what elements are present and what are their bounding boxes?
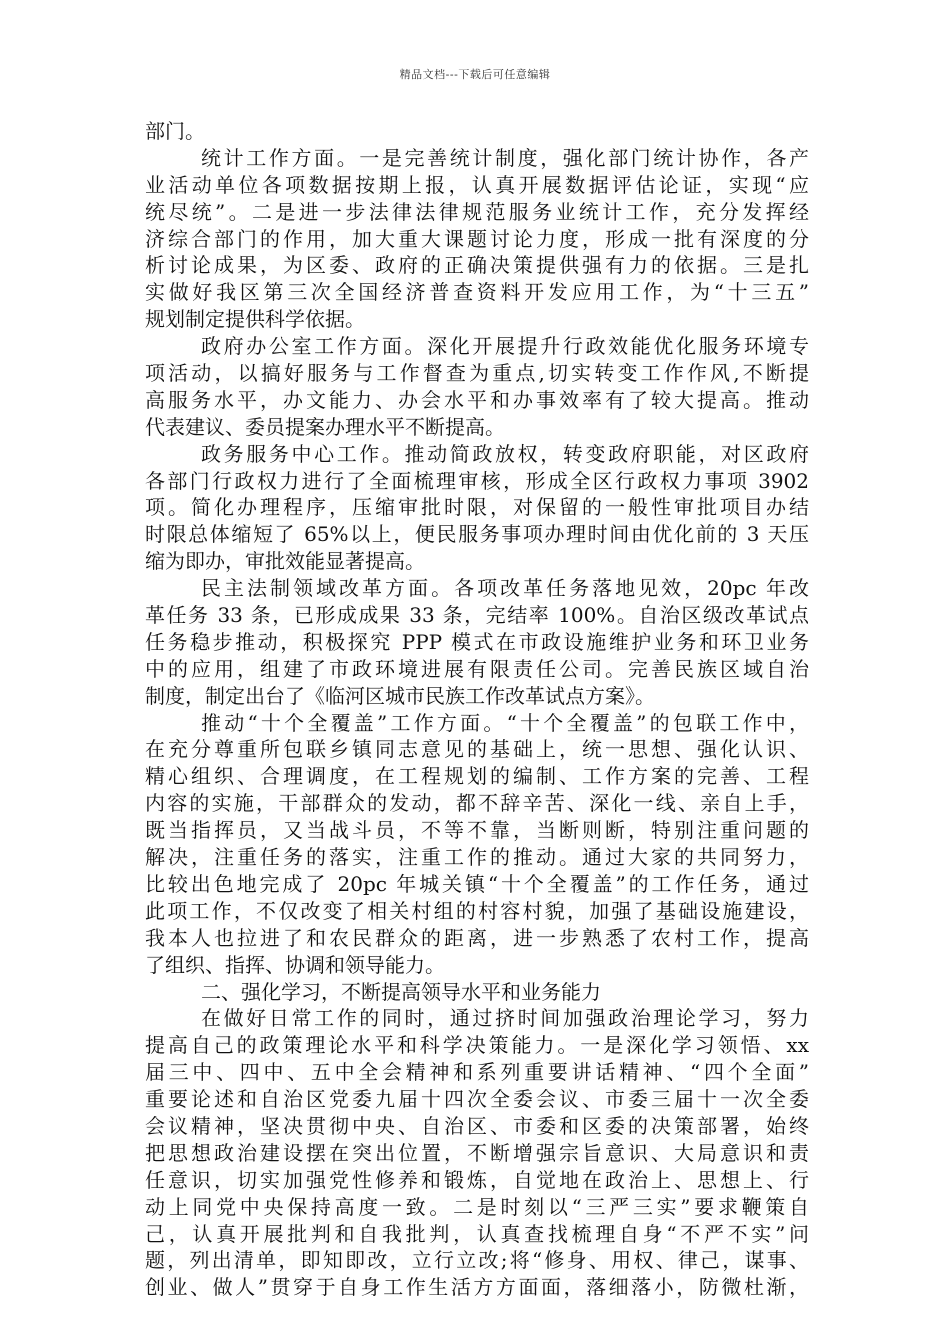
text-line: 在做好日常工作的同时，通过挤时间加强政治理论学习，努力 — [201, 1006, 809, 1031]
text-line: 推动“十个全覆盖”工作方面。“十个全覆盖”的包联工作中， — [201, 710, 809, 735]
text-line: 精心组织、合理调度，在工程规划的编制、工作方案的完善、工程 — [145, 764, 809, 789]
text-line: 此项工作，不仅改变了相关村组的村容村貌，加强了基础设施建设， — [145, 898, 809, 923]
text-line: 部门。 — [145, 119, 205, 143]
text-line: 任意识，切实加强党性修养和锻炼，自觉地在政治上、思想上、行 — [145, 1167, 809, 1192]
text-line: 既当指挥员，又当战斗员，不等不靠，当断则断，特别注重问题的 — [145, 818, 809, 843]
text-line: 中的应用，组建了市政环境进展有限责任公司。完善民族区域自治 — [145, 656, 809, 681]
text-line: 济综合部门的作用，加大重大课题讨论力度，形成一批有深度的分 — [145, 226, 809, 251]
text-line: 统计工作方面。一是完善统计制度，强化部门统计协作，各产 — [201, 145, 809, 170]
text-line: 二、强化学习，不断提高领导水平和业务能力 — [201, 979, 601, 1004]
text-line: 在充分尊重所包联乡镇同志意见的基础上，统一思想、强化认识、 — [145, 737, 809, 762]
text-line: 析讨论成果，为区委、政府的正确决策提供强有力的依据。三是扎 — [145, 253, 809, 278]
text-line: 己，认真开展批判和自我批判，认真查找梳理自身“不严不实”问 — [145, 1221, 809, 1246]
text-line: 项。简化办理程序，压缩审批时限，对保留的一般性审批项目办结 — [145, 495, 809, 520]
text-line: 规划制定提供科学依据。 — [145, 307, 365, 332]
text-line: 各部门行政权力进行了全面梳理审核，形成全区行政权力事项 3902 — [145, 468, 809, 493]
page-header: 精品文档---下载后可任意编辑 — [399, 68, 551, 81]
text-line: 项活动，以搞好服务与工作督查为重点,切实转变工作作风,不断提 — [145, 361, 809, 386]
text-line: 把思想政治建设摆在突出位置，不断增强宗旨意识、大局意识和责 — [145, 1140, 809, 1165]
text-line: 统尽统”。二是进一步法律法律规范服务业统计工作，充分发挥经 — [145, 199, 809, 224]
text-line: 代表建议、委员提案办理水平不断提高。 — [145, 414, 505, 439]
text-line: 题，列出清单，即知即改，立行立改;将“修身、用权、律己，谋事、 — [145, 1248, 809, 1273]
text-line: 时限总体缩短了 65%以上，便民服务事项办理时间由优化前的 3 天压 — [145, 522, 809, 547]
text-line: 了组织、指挥、协调和领导能力。 — [145, 952, 445, 977]
text-line: 革任务 33 条，已形成成果 33 条，完结率 100%。自治区级改革试点 — [145, 603, 809, 628]
text-line: 重要论述和自治区党委九届十四次全委会议、市委三届十一次全委 — [145, 1087, 809, 1112]
text-line: 动上同党中央保持高度一致。二是时刻以“三严三实”要求鞭策自 — [145, 1194, 809, 1219]
text-line: 政务服务中心工作。推动简政放权，转变政府职能，对区政府 — [201, 441, 809, 466]
text-line: 制度，制定出台了《临河区城市民族工作改革试点方案》。 — [145, 683, 655, 708]
text-line: 民主法制领域改革方面。各项改革任务落地见效，20pc 年改 — [201, 576, 809, 601]
text-line: 会议精神，坚决贯彻中央、自治区、市委和区委的决策部署，始终 — [145, 1113, 809, 1138]
text-line: 比较出色地完成了 20pc 年城关镇“十个全覆盖”的工作任务，通过 — [145, 871, 809, 896]
text-line: 实做好我区第三次全国经济普查资料开发应用工作，为“十三五” — [145, 280, 809, 305]
text-line: 政府办公室工作方面。深化开展提升行政效能优化服务环境专 — [201, 334, 809, 359]
text-line: 缩为即办，审批效能显著提高。 — [145, 549, 425, 574]
text-line: 高服务水平，办文能力、办会水平和办事效率有了较大提高。推动 — [145, 387, 809, 412]
text-line: 任务稳步推动，积极探究 PPP 模式在市政设施维护业务和环卫业务 — [145, 629, 809, 654]
text-line: 解决，注重任务的落实，注重工作的推动。通过大家的共同努力， — [145, 845, 809, 870]
text-line: 届三中、四中、五中全会精神和系列重要讲话精神、“四个全面” — [145, 1060, 809, 1085]
text-line: 提高自己的政策理论水平和科学决策能力。一是深化学习领悟、xx — [145, 1033, 809, 1058]
text-line: 内容的实施，干部群众的发动，都不辞辛苦、深化一线、亲自上手， — [145, 791, 809, 816]
document-body — [145, 118, 809, 1301]
text-line: 业活动单位各项数据按期上报，认真开展数据评估论证，实现“应 — [145, 172, 809, 197]
text-line: 我本人也拉进了和农民群众的距离，进一步熟悉了农村工作，提高 — [145, 925, 809, 950]
text-line: 创业、做人”贯穿于自身工作生活方方面面，落细落小，防微杜渐， — [145, 1275, 809, 1300]
